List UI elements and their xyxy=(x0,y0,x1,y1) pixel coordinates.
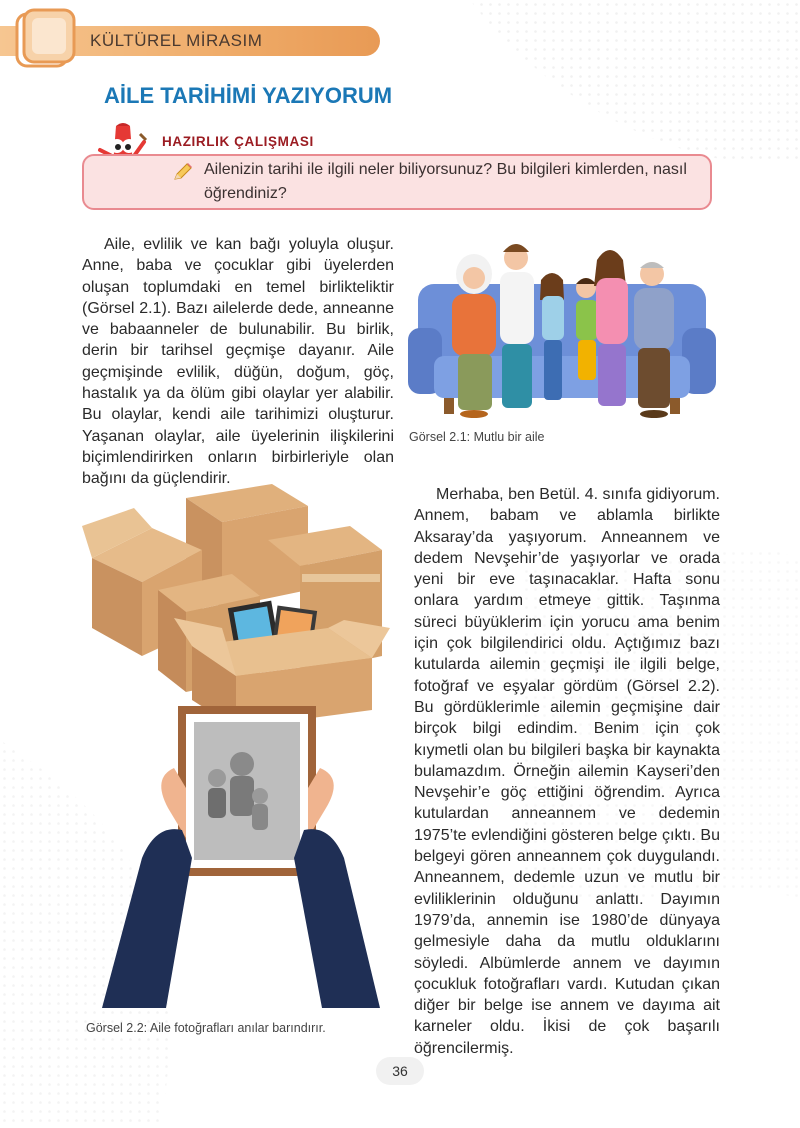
book-tab-icon xyxy=(14,8,76,70)
family-illustration xyxy=(404,236,720,424)
preparation-label: HAZIRLIK ÇALIŞMASI xyxy=(162,134,314,149)
lesson-title: AİLE TARİHİMİ YAZIYORUM xyxy=(104,83,393,108)
page-number: 36 xyxy=(376,1057,424,1085)
figure-2-1-caption: Görsel 2.1: Mutlu bir aile xyxy=(409,430,545,444)
section-title: KÜLTÜREL MİRASIM xyxy=(90,31,263,50)
preparation-question: Ailenizin tarihi ile ilgili neler biliyorsunuz? Bu bilgileri kimlerden, nasıl öğrendiniz? xyxy=(204,161,687,202)
betul-story-paragraph: Merhaba, ben Betül. 4. sınıfa gidiyorum. Annem, babam ve ablamla birlikte Aksaray’da yaşıyorum. Anneannem ve dedem Nevşehir’de yaşıyorlar ve orada yeni bir eve taşınacaklar. Hafta sonu onlara yardım etmeye gittik. Taşınma süreci büyüklerim için yorucu ama benim için çok bilgilendirici oldu. Açtığımız bazı kutularda ailemin geçmişi ile ilgili belge, fotoğraf ve eşyalar gördüm (Görsel 2.2). Bu gördüklerimle ailemin geçmişine dair birçok bilgi edindim. Benim için çok kıymetli olan bu bilgileri başka bir kaynakta bulamazdım. Örneğin ailemin Kayseri’den Nevşehir’e göç ettiğini öğrendim. Ayrıca kutulardan anneannem ve dedemin 1975’te evlendiğini gösteren belge çıktı. Bu belgeyi gören anneannem çok duygulandı. Anneannem, dedemle uzun ve mutlu bir evliliklerinin olduğunu anlattı. Dayımın 1979’da, annemin ise 1980’de dünyaya gelmesiyle daha da mutlu olduklarını söyledi. Albümlerde annem ve dayımın çocukluk fotoğrafları vardı. Kutudan çıkan diğer bir belge ise annem ve dayıma ait karneler oldu. İkisi de çok başarılı öğrencilermiş. xyxy=(414,486,720,1057)
intro-paragraph: Aile, evlilik ve kan bağı yoluyla oluşur. Anne, baba ve çocuklar gibi üyelerden oluşan toplumdaki en temel birlikteliktir (Görsel 2.1). Bazı ailelerde dede, anneanne ve babaanneler de bulunabilir. Bu birlik, derin bir tarihsel geçmişe dayanır. Aile geçmişinde evlilik, düğün, doğum, göç, hastalık ya da ölüm gibi olaylar yer alabilir. Bu olaylar, kendi aile tarihimizi oluşturur. Yaşanan olaylar, aile üyelerinin ilişkilerini biçimlendirirken onların birbirleriyle olan bağını da güçlendirir. xyxy=(82,236,394,488)
pencil-icon xyxy=(172,162,194,182)
figure-2-2-caption: Görsel 2.2: Aile fotoğrafları anılar barındırır. xyxy=(86,1021,326,1035)
boxes-and-photo-illustration xyxy=(82,478,400,1008)
